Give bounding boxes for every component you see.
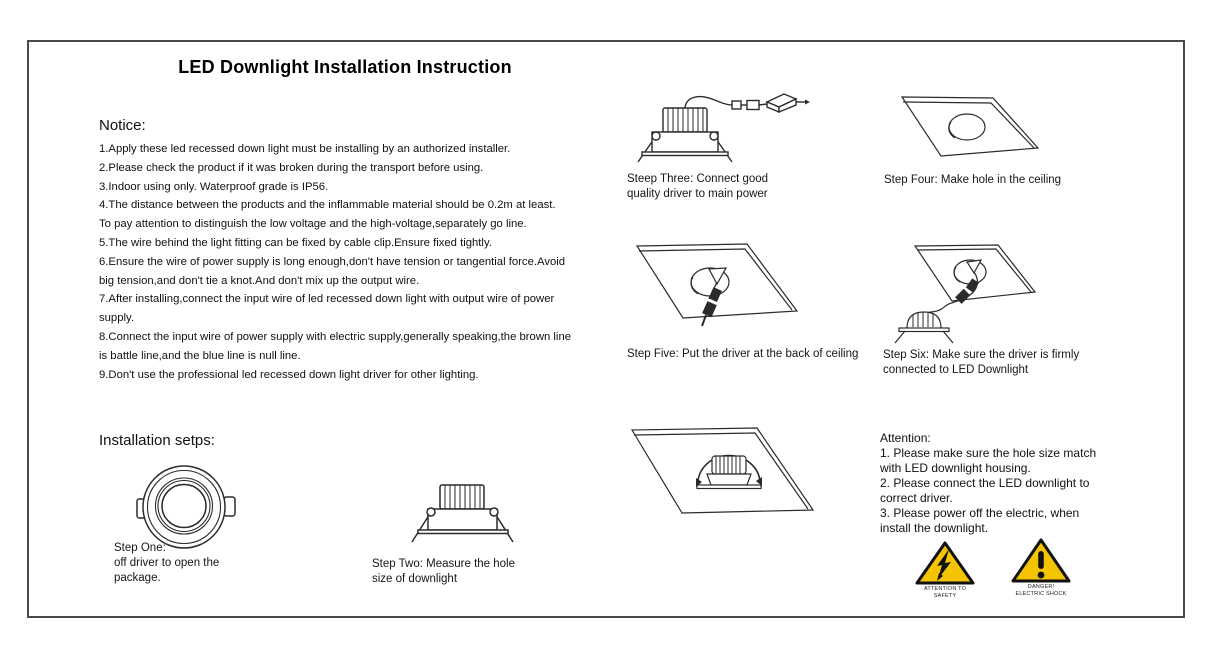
safety-warning	[913, 540, 977, 599]
notice-line: big tension,and don't tie a knot.And don't mix up the output wire.	[99, 274, 420, 287]
notice-line: 3.Indoor using only. Waterproof grade is IP56.	[99, 180, 329, 193]
notice-line: 1.Apply these led recessed down light must be installing by an authorized installer.	[99, 143, 511, 155]
notice-line: 5.The wire behind the light fitting can be fixed by cable clip.Ensure fixed tightly.	[99, 236, 492, 249]
notice-line: 8.Connect the input wire of power supply with electric supply,generally speaking,the brown line	[99, 330, 572, 343]
driver-through-ceiling-icon	[625, 235, 810, 330]
notice-line: 2.Please check the product if it was broken during the transport before using.	[99, 161, 484, 174]
attention-block: Attention: 1. Please make sure the hole size match with LED downlight housing. 2. Please connect the LED downlight to correct driver. 3. Please power off the electric, when install the downlight.	[880, 431, 1110, 536]
attention-heading: Attention:	[880, 431, 931, 445]
page-title: LED Downlight Installation Instruction	[178, 57, 512, 77]
step-three-caption: Steep Three: Connect good quality driver to main power	[627, 173, 769, 201]
safety-warning-label: ATTENTION TO SAFETY	[923, 586, 967, 599]
notice-line: 6.Ensure the wire of power supply is long enough,don't have tension or tangential force.Avoid	[99, 255, 566, 268]
notice-line: 7.After installing,connect the input wire of led recessed down light with output wire of power	[99, 293, 555, 306]
driver-connected-downlight-icon	[885, 228, 1045, 346]
shock-warning	[1010, 537, 1072, 597]
notice-line: To pay attention to distinguish the low voltage and the high-voltage,separately go line.	[99, 218, 527, 231]
step-two-caption: Step Two: Measure the hole size of downlight	[372, 558, 515, 586]
downlight-with-driver-icon	[628, 90, 810, 168]
notice-line: 9.Don't use the professional led recessed down light driver for other lighting.	[99, 368, 479, 381]
notice-heading: Notice:	[99, 117, 146, 134]
installation-heading: Installation setps:	[99, 432, 215, 449]
shock-warning-label: DANGER! ELECTRIC SHOCK	[1015, 584, 1067, 597]
step-six-caption: Step Six: Make sure the driver is firmly connected to LED Downlight	[883, 349, 1080, 377]
ceiling-hole-icon	[882, 88, 1042, 166]
notice-line: 4.The distance between the products and the inflammable material should be 0.2m at least.	[99, 199, 556, 212]
downlight-side-view-icon	[385, 472, 535, 552]
step-one-caption: Step One: off driver to open the package.	[114, 542, 220, 585]
exclamation-icon	[1010, 537, 1072, 584]
notice-line: is battle line,and the blue line is null line.	[99, 349, 301, 362]
step-five-caption: Step Five: Put the driver at the back of ceiling	[627, 348, 859, 360]
step-four-caption: Step Four: Make hole in the ceiling	[884, 174, 1062, 186]
downlight-installed-ceiling-icon	[612, 418, 822, 518]
notice-line: supply.	[99, 312, 134, 325]
notice-list	[99, 140, 619, 384]
lightning-bolt-icon	[913, 540, 977, 586]
